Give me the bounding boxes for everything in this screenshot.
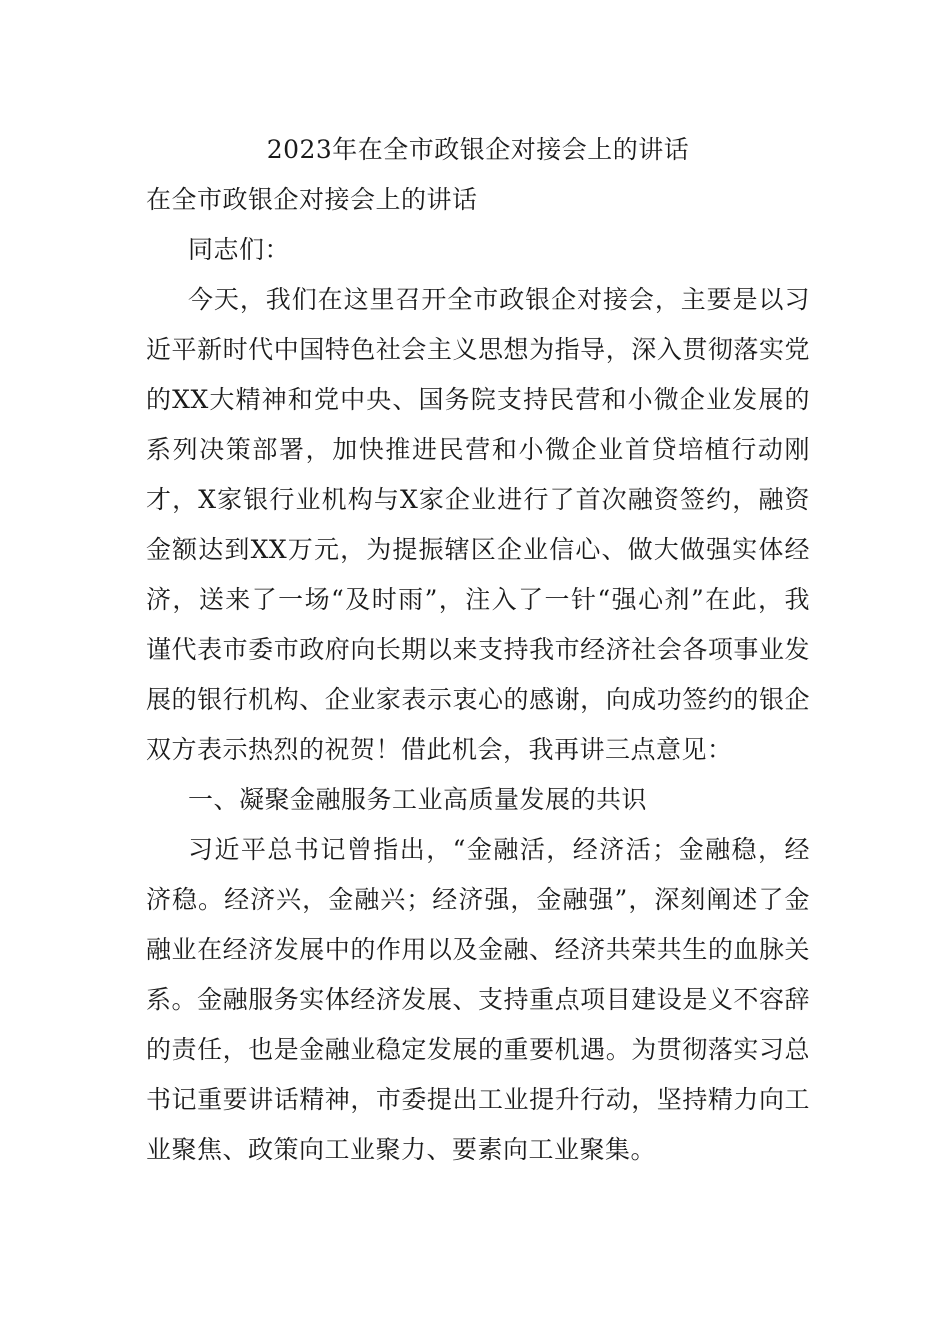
- paragraph-opening: 今天，我们在这里召开全市政银企对接会，主要是以习近平新时代中国特色社会主义思想为指导，深入贯彻落实党的XX大精神和党中央、国务院支持民营和小微企业发展的系列决策部署，加快推进民营和小微企业首贷培植行动刚才，X家银行业机构与X家企业进行了首次融资签约，融资金额达到XX万元，为提振辖区企业信心、做大做强实体经济，送来了一场“及时雨”，注入了一针“强心剂”在此，我谨代表市委市政府向长期以来支持我市经济社会各项事业发展的银行机构、企业家表示衷心的感谢，向成功签约的银企双方表示热烈的祝贺！借此机会，我再讲三点意见：: [146, 285, 810, 764]
- section-heading-1: 一、凝聚金融服务工业高质量发展的共识: [188, 785, 648, 814]
- document-subtitle: 在全市政银企对接会上的讲话: [146, 185, 478, 214]
- paragraph-section-1: 习近平总书记曾指出，“金融活，经济活；金融稳，经济稳。经济兴，金融兴；经济强，金融强”，深刻阐述了金融业在经济发展中的作用以及金融、经济共荣共生的血脉关系。金融服务实体经济发展、支持重点项目建设是义不容辞的责任，也是金融业稳定发展的重要机遇。为贯彻落实习总书记重要讲话精神，市委提出工业提升行动，坚持精力向工业聚焦、政策向工业聚力、要素向工业聚集。: [146, 835, 810, 1164]
- greeting: 同志们：: [188, 235, 291, 264]
- document-page: [146, 130, 810, 1175]
- document-title: 2023年在全市政银企对接会上的讲话: [266, 135, 690, 164]
